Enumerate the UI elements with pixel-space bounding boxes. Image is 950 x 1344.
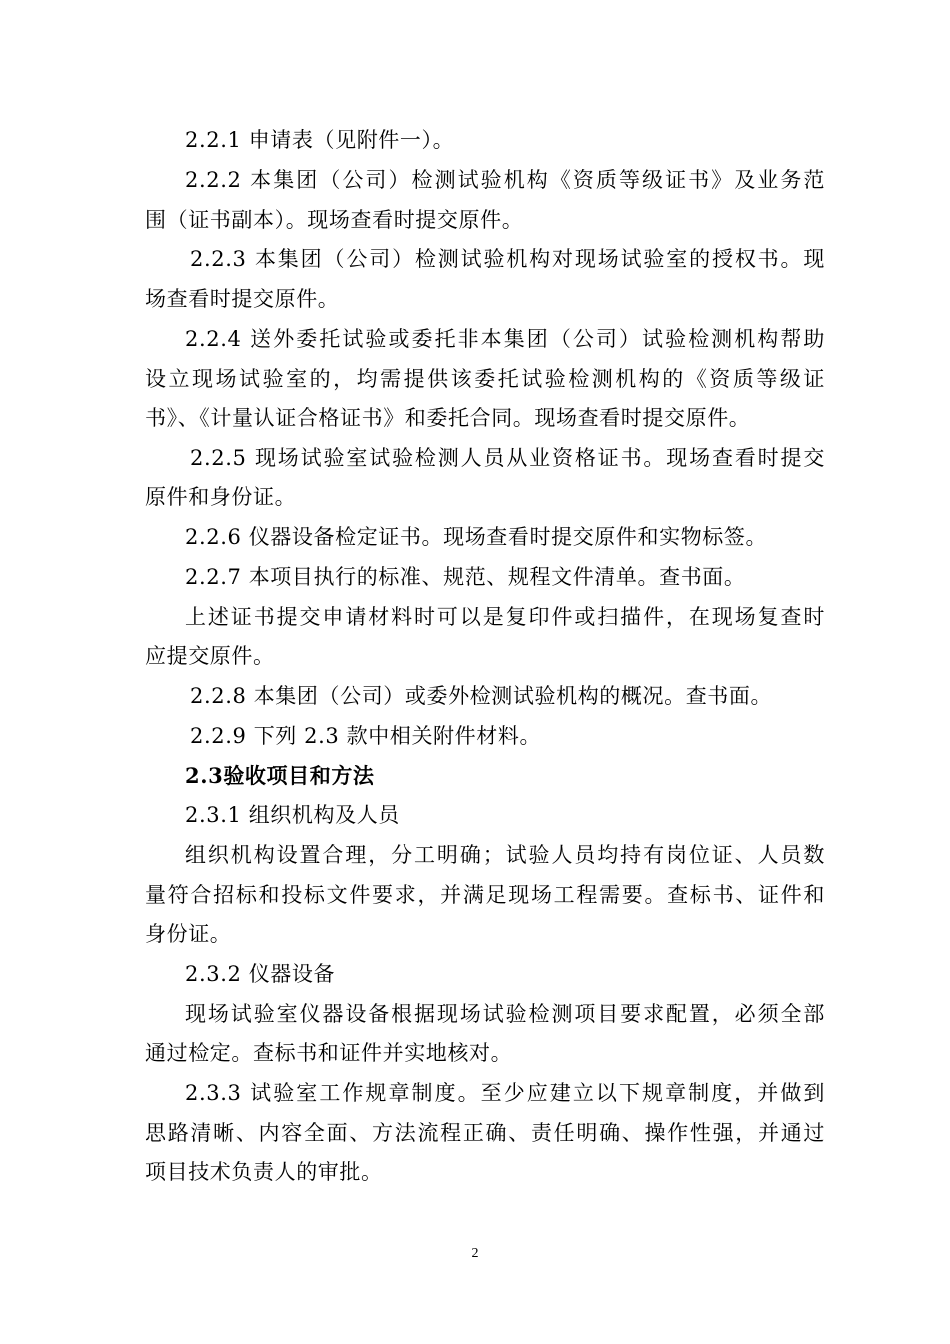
- subsection-2-3-2: 2.3.2 仪器设备: [185, 962, 336, 986]
- paragraph-2-3-1: 组织机构设置合理，分工明确；试验人员均持有岗位证、人员数: [185, 843, 825, 867]
- clause-2-2-4-cont-1: 设立现场试验室的，均需提供该委托试验检测机构的《资质等级证: [145, 367, 825, 391]
- clause-2-2-5-cont: 原件和身份证。: [145, 485, 297, 509]
- clause-2-2-4-cont-2: 书》、《计量认证合格证书》和委托合同。现场查看时提交原件。: [145, 406, 751, 430]
- paragraph-2-3-3-cont-1: 思路清晰、内容全面、方法流程正确、责任明确、操作性强，并通过: [145, 1121, 825, 1145]
- paragraph-2-3-1-cont-2: 身份证。: [145, 922, 232, 946]
- clause-2-2-9: 2.2.9 下列 2.3 款中相关附件材料。: [190, 724, 542, 748]
- clause-2-2-2-cont: 围（证书副本）。现场查看时提交原件。: [145, 208, 524, 232]
- paragraph-2-3-3-cont-2: 项目技术负责人的审批。: [145, 1160, 383, 1184]
- page-number: 2: [471, 1246, 479, 1261]
- section-heading-2-3: 2.3验收项目和方法: [185, 763, 375, 788]
- clause-2-2-8: 2.2.8 本集团（公司）或委外检测试验机构的概况。查书面。: [190, 684, 773, 708]
- clause-2-2-4: 2.2.4 送外委托试验或委托非本集团（公司）试验检测机构帮助: [185, 327, 825, 351]
- clause-2-2-3-cont: 场查看时提交原件。: [145, 287, 340, 311]
- clause-2-2-1: 2.2.1 申请表（见附件一）。: [185, 128, 455, 152]
- clause-2-2-2: 2.2.2 本集团（公司）检测试验机构《资质等级证书》及业务范: [185, 168, 825, 192]
- paragraph-2-3-2: 现场试验室仪器设备根据现场试验检测项目要求配置，必须全部: [185, 1002, 825, 1026]
- clause-2-2-5: 2.2.5 现场试验室试验检测人员从业资格证书。现场查看时提交: [190, 446, 825, 470]
- subsection-2-3-1: 2.3.1 组织机构及人员: [185, 803, 400, 827]
- clause-2-2-3: 2.2.3 本集团（公司）检测试验机构对现场试验室的授权书。现: [190, 247, 825, 271]
- clause-2-2-7: 2.2.7 本项目执行的标准、规范、规程文件清单。查书面。: [185, 565, 746, 589]
- clause-2-2-6: 2.2.6 仪器设备检定证书。现场查看时提交原件和实物标签。: [185, 525, 768, 549]
- subsection-2-3-3: 2.3.3 试验室工作规章制度。至少应建立以下规章制度，并做到: [185, 1081, 825, 1105]
- note-paragraph: 上述证书提交申请材料时可以是复印件或扫描件，在现场复查时: [185, 605, 825, 629]
- note-paragraph-cont: 应提交原件。: [145, 644, 275, 668]
- paragraph-2-3-1-cont-1: 量符合招标和投标文件要求，并满足现场工程需要。查标书、证件和: [145, 883, 825, 907]
- paragraph-2-3-2-cont: 通过检定。查标书和证件并实地核对。: [145, 1041, 513, 1065]
